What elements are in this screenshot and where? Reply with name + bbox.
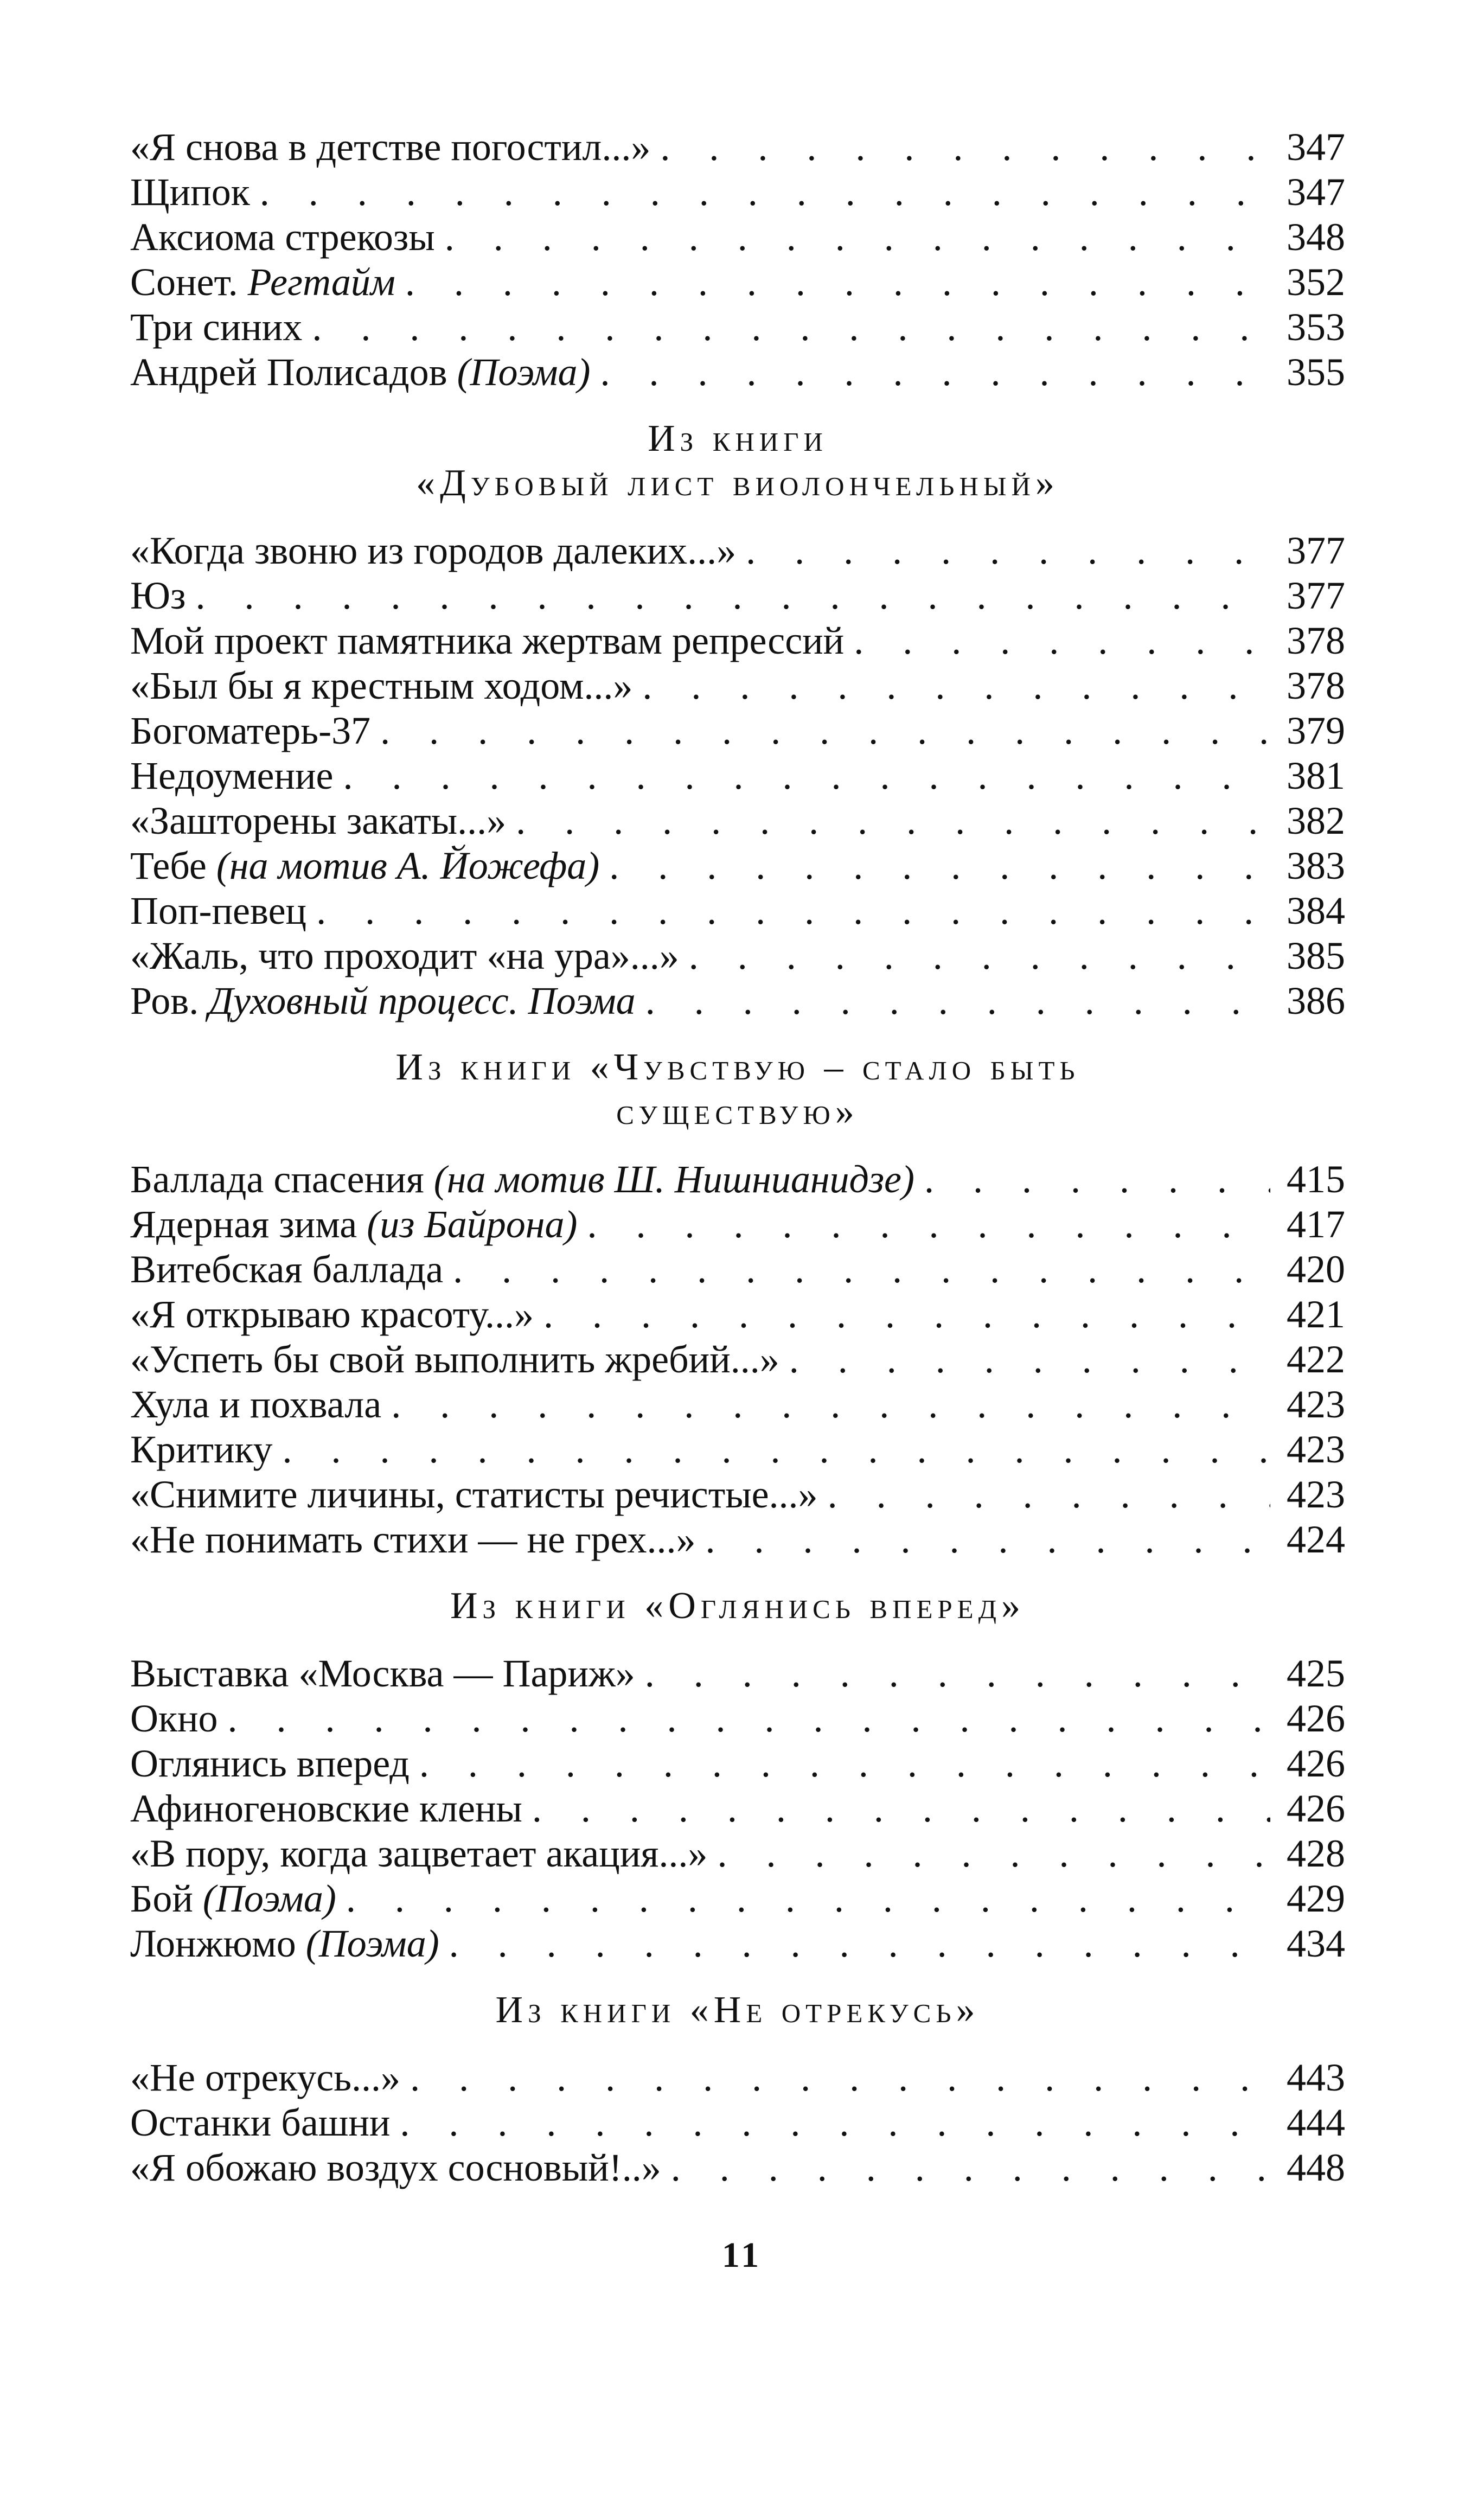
toc-entry-title-text: Бой [130, 1877, 193, 1920]
toc-entry [130, 1876, 1345, 1921]
toc-entry-title [130, 618, 844, 663]
toc-entry-page: 384 [1287, 889, 1345, 932]
dot-leader [391, 1382, 1270, 1427]
toc-entry-title-text: Щипок [130, 170, 250, 214]
toc-entry-page: 429 [1287, 1877, 1345, 1920]
toc-entry-title-text: Аксиома стрекозы [130, 215, 435, 259]
toc-entry-page: 448 [1287, 2146, 1345, 2189]
dot-leader [828, 1472, 1270, 1517]
dot-leader [587, 1202, 1270, 1247]
dot-leader [689, 934, 1270, 979]
toc-entry-title-text: Останки башни [130, 2101, 391, 2144]
toc-entry [130, 934, 1345, 979]
dot-leader [600, 350, 1270, 395]
toc-entry-page: 444 [1287, 2101, 1345, 2144]
dot-leader [228, 1696, 1270, 1741]
toc-entry [130, 1517, 1345, 1562]
toc-entry [130, 528, 1345, 573]
toc-entry [130, 1831, 1345, 1876]
toc-entry-title [130, 260, 395, 305]
toc-entry-title-text: «Жаль, что проходит «на ура»...» [130, 934, 679, 977]
toc-entry-page: 381 [1287, 754, 1345, 797]
toc-entry-page: 379 [1287, 709, 1345, 752]
toc-entry-title [130, 1696, 218, 1741]
section-heading-line: Из книги [648, 418, 828, 459]
toc-entry [130, 1202, 1345, 1247]
dot-leader [400, 2100, 1270, 2145]
toc-entry-title [130, 1876, 336, 1921]
toc-entry [130, 2145, 1345, 2190]
toc-entry-page: 421 [1287, 1293, 1345, 1336]
toc-entry-subtitle: (на мотив А. Йожефа) [216, 844, 600, 887]
dot-leader [671, 2145, 1270, 2190]
toc-entry [130, 889, 1345, 934]
toc-entry-title [130, 663, 632, 708]
toc-entry-page: 353 [1287, 305, 1345, 349]
dot-leader [346, 1876, 1270, 1921]
toc-entry-title-text: Тебе [130, 844, 207, 887]
toc-entry-page: 347 [1287, 125, 1345, 169]
section-heading [130, 1562, 1345, 1651]
toc-entry-page: 426 [1287, 1742, 1345, 1785]
toc-entry-title [130, 1741, 410, 1786]
toc-entry [130, 1786, 1345, 1831]
toc-entry-title [130, 2145, 661, 2190]
toc-entry-title [130, 979, 636, 1024]
toc-entry [130, 125, 1345, 170]
toc-entry-title [130, 798, 506, 843]
toc-entry-page: 348 [1287, 215, 1345, 259]
toc-entry-subtitle: (Поэма) [457, 350, 591, 394]
toc-entry-title-text: «Я снова в детстве погостил...» [130, 125, 651, 169]
toc-entry [130, 1696, 1345, 1741]
toc-entry [130, 1651, 1345, 1696]
dot-leader [645, 1651, 1270, 1696]
dot-leader [283, 1427, 1270, 1472]
dot-leader [746, 528, 1270, 573]
toc-entry-title [130, 708, 370, 753]
toc-entry-page: 386 [1287, 979, 1345, 1022]
toc-entry-title [130, 1921, 439, 1966]
toc-entry-title [130, 1247, 443, 1292]
toc-entry [130, 350, 1345, 395]
toc-entry-title-text: Лонжюмо [130, 1922, 296, 1965]
dot-leader [532, 1786, 1270, 1831]
dot-leader [717, 1831, 1270, 1876]
toc-entry-title [130, 753, 333, 798]
toc-entry-title [130, 889, 306, 934]
toc-entry-page: 378 [1287, 664, 1345, 707]
toc-entry-page: 422 [1287, 1338, 1345, 1381]
toc-entry [130, 305, 1345, 350]
toc-entry-title-text: Афиногеновские клены [130, 1787, 522, 1830]
toc-entry-title-text: Критику [130, 1428, 273, 1471]
section-heading [130, 1966, 1345, 2055]
toc-entry-page: 382 [1287, 799, 1345, 842]
toc-entry-page: 423 [1287, 1383, 1345, 1426]
section-heading-line: Из книги «Не отрекусь» [495, 1989, 980, 2031]
toc-entry-page: 426 [1287, 1697, 1345, 1740]
toc-entry [130, 1741, 1345, 1786]
section-heading-line: Из книги «Чувствую – стало быть [395, 1046, 1080, 1088]
toc-entry-title-text: Сонет. [130, 260, 238, 304]
toc-entry-title-text: Юз [130, 574, 186, 617]
toc-entry-title-text: Витебская баллада [130, 1248, 444, 1291]
dot-leader [343, 753, 1270, 798]
toc-entry-title-text: Баллада спасения [130, 1158, 424, 1201]
dot-leader [316, 889, 1270, 934]
toc-entry-subtitle: (Поэма) [305, 1922, 439, 1965]
dot-leader [419, 1741, 1270, 1786]
toc-entry [130, 843, 1345, 889]
dot-leader [405, 260, 1270, 305]
toc-entry-title-text: Оглянись вперед [130, 1742, 410, 1785]
toc-entry-subtitle: (на мотив Ш. Нишнианидзе) [433, 1158, 914, 1201]
toc-entry-title-text: Мой проект памятника жертвам репрессий [130, 619, 845, 662]
dot-leader [609, 843, 1270, 889]
toc-entry-page: 383 [1287, 844, 1345, 887]
dot-leader [516, 798, 1270, 843]
toc-entry-title-text: Богоматерь-37 [130, 709, 371, 752]
section-heading [130, 395, 1345, 528]
toc-entry [130, 1921, 1345, 1966]
toc-entry-page: 355 [1287, 350, 1345, 394]
toc-entry-title [130, 843, 599, 889]
toc-entry-title-text: Поп-певец [130, 889, 307, 932]
dot-leader [380, 708, 1270, 753]
dot-leader [660, 125, 1270, 170]
toc-entry-subtitle: Регтайм [247, 260, 395, 304]
toc-entry-page: 378 [1287, 619, 1345, 662]
toc-entry-title-text: «Я открываю красоту...» [130, 1293, 534, 1336]
toc-entry-title [130, 573, 186, 618]
dot-leader [706, 1517, 1270, 1562]
toc-entry-subtitle: (Поэма) [202, 1877, 336, 1920]
toc-entry-title-text: «Успеть бы свой выполнить жребий...» [130, 1338, 779, 1381]
toc-entry-title [130, 1786, 522, 1831]
section-heading [130, 1024, 1345, 1157]
toc-entry-title-text: «Зашторены закаты...» [130, 799, 507, 842]
toc-entry-title [130, 1427, 273, 1472]
toc-entry-page: 426 [1287, 1787, 1345, 1830]
toc-entry-title-text: «Когда звоню из городов далеких...» [130, 529, 737, 572]
toc-entry-title [130, 528, 736, 573]
toc-entry-title [130, 1517, 696, 1562]
toc-entry [130, 1382, 1345, 1427]
toc-entry-page: 423 [1287, 1428, 1345, 1471]
toc-entry-page: 425 [1287, 1652, 1345, 1695]
toc-entry-title-text: «Снимите личины, статисты речистые...» [130, 1473, 818, 1516]
toc-entry [130, 215, 1345, 260]
toc-entry [130, 2100, 1345, 2145]
toc-entry-title-text: «Я обожаю воздух сосновый!..» [130, 2146, 661, 2189]
toc-entry-title [130, 1337, 779, 1382]
toc-entry [130, 1292, 1345, 1337]
page-number: 11 [721, 2235, 763, 2275]
toc-entry-page: 423 [1287, 1473, 1345, 1516]
toc-entry [130, 708, 1345, 753]
dot-leader [642, 663, 1270, 708]
toc-entry-title [130, 2055, 400, 2100]
toc-entry [130, 170, 1345, 215]
dot-leader [260, 170, 1270, 215]
toc-entry-page: 428 [1287, 1832, 1345, 1875]
toc-entry-title [130, 1651, 635, 1696]
toc-entry-page: 424 [1287, 1518, 1345, 1561]
toc-entry-title [130, 350, 591, 395]
toc-entry-title [130, 2100, 390, 2145]
toc-entry-title-text: «В пору, когда зацветает акация...» [130, 1832, 708, 1875]
toc-entry-title [130, 215, 435, 260]
toc-entry-page: 352 [1287, 260, 1345, 304]
toc-entry-title-text: Ядерная зима [130, 1203, 357, 1246]
toc-entry-page: 385 [1287, 934, 1345, 977]
toc-entry [130, 618, 1345, 663]
dot-leader [854, 618, 1270, 663]
toc-entry-title-text: «Был бы я крестным ходом...» [130, 664, 633, 707]
dot-leader [312, 305, 1270, 350]
toc-entry [130, 979, 1345, 1024]
toc-entry-title-text: «Не понимать стихи — не грех...» [130, 1518, 696, 1561]
dot-leader [195, 573, 1270, 618]
toc-entry-subtitle: (из Байрона) [367, 1203, 578, 1246]
section-heading-line: существую» [616, 1091, 859, 1133]
toc-entry [130, 1157, 1345, 1202]
dot-leader [924, 1157, 1270, 1202]
toc-entry-subtitle: Духовный процесс. Поэма [208, 979, 636, 1022]
toc-entry-title-text: Выставка «Москва — Париж» [130, 1652, 635, 1695]
toc-entry-title-text: Андрей Полисадов [130, 350, 447, 394]
toc-entry-title-text: Ров. [130, 979, 199, 1022]
toc-entry-page: 443 [1287, 2056, 1345, 2099]
toc-entry-title [130, 125, 650, 170]
toc-entry-title [130, 1831, 707, 1876]
dot-leader [543, 1292, 1270, 1337]
toc-entry [130, 798, 1345, 843]
toc-entry-title [130, 305, 302, 350]
dot-leader [410, 2055, 1270, 2100]
toc-entry [130, 1337, 1345, 1382]
toc-entry [130, 1247, 1345, 1292]
toc-entry-title [130, 1472, 818, 1517]
dot-leader [445, 215, 1270, 260]
toc-entry-title [130, 1157, 914, 1202]
toc-entry-title [130, 934, 679, 979]
toc-entry-page: 420 [1287, 1248, 1345, 1291]
toc-entry-page: 347 [1287, 170, 1345, 214]
toc-entry-title-text: Окно [130, 1697, 218, 1740]
toc-entry-title [130, 1382, 381, 1427]
toc-entry [130, 1472, 1345, 1517]
dot-leader [453, 1247, 1270, 1292]
toc-entry [130, 2055, 1345, 2100]
toc-entry [130, 573, 1345, 618]
toc-entry-title [130, 170, 250, 215]
toc-entry-page: 417 [1287, 1203, 1345, 1246]
dot-leader [645, 979, 1270, 1024]
toc-entry-page: 377 [1287, 574, 1345, 617]
section-heading-line: «Дубовый лист виолончельный» [416, 462, 1059, 504]
toc-entry [130, 260, 1345, 305]
toc-entry-title-text: «Не отрекусь...» [130, 2056, 401, 2099]
toc-entry-title [130, 1292, 534, 1337]
dot-leader [789, 1337, 1270, 1382]
toc-entry-title-text: Три синих [130, 305, 303, 349]
toc-entry [130, 1427, 1345, 1472]
table-of-contents [130, 125, 1345, 2190]
toc-entry-page: 415 [1287, 1158, 1345, 1201]
section-heading-line: Из книги «Оглянись вперед» [450, 1585, 1026, 1627]
toc-entry-page: 377 [1287, 529, 1345, 572]
toc-entry-title-text: Недоумение [130, 754, 334, 797]
toc-entry-title-text: Хула и похвала [130, 1383, 382, 1426]
toc-entry [130, 753, 1345, 798]
toc-entry-page: 434 [1287, 1922, 1345, 1965]
toc-entry-title [130, 1202, 577, 1247]
dot-leader [449, 1921, 1270, 1966]
toc-entry [130, 663, 1345, 708]
